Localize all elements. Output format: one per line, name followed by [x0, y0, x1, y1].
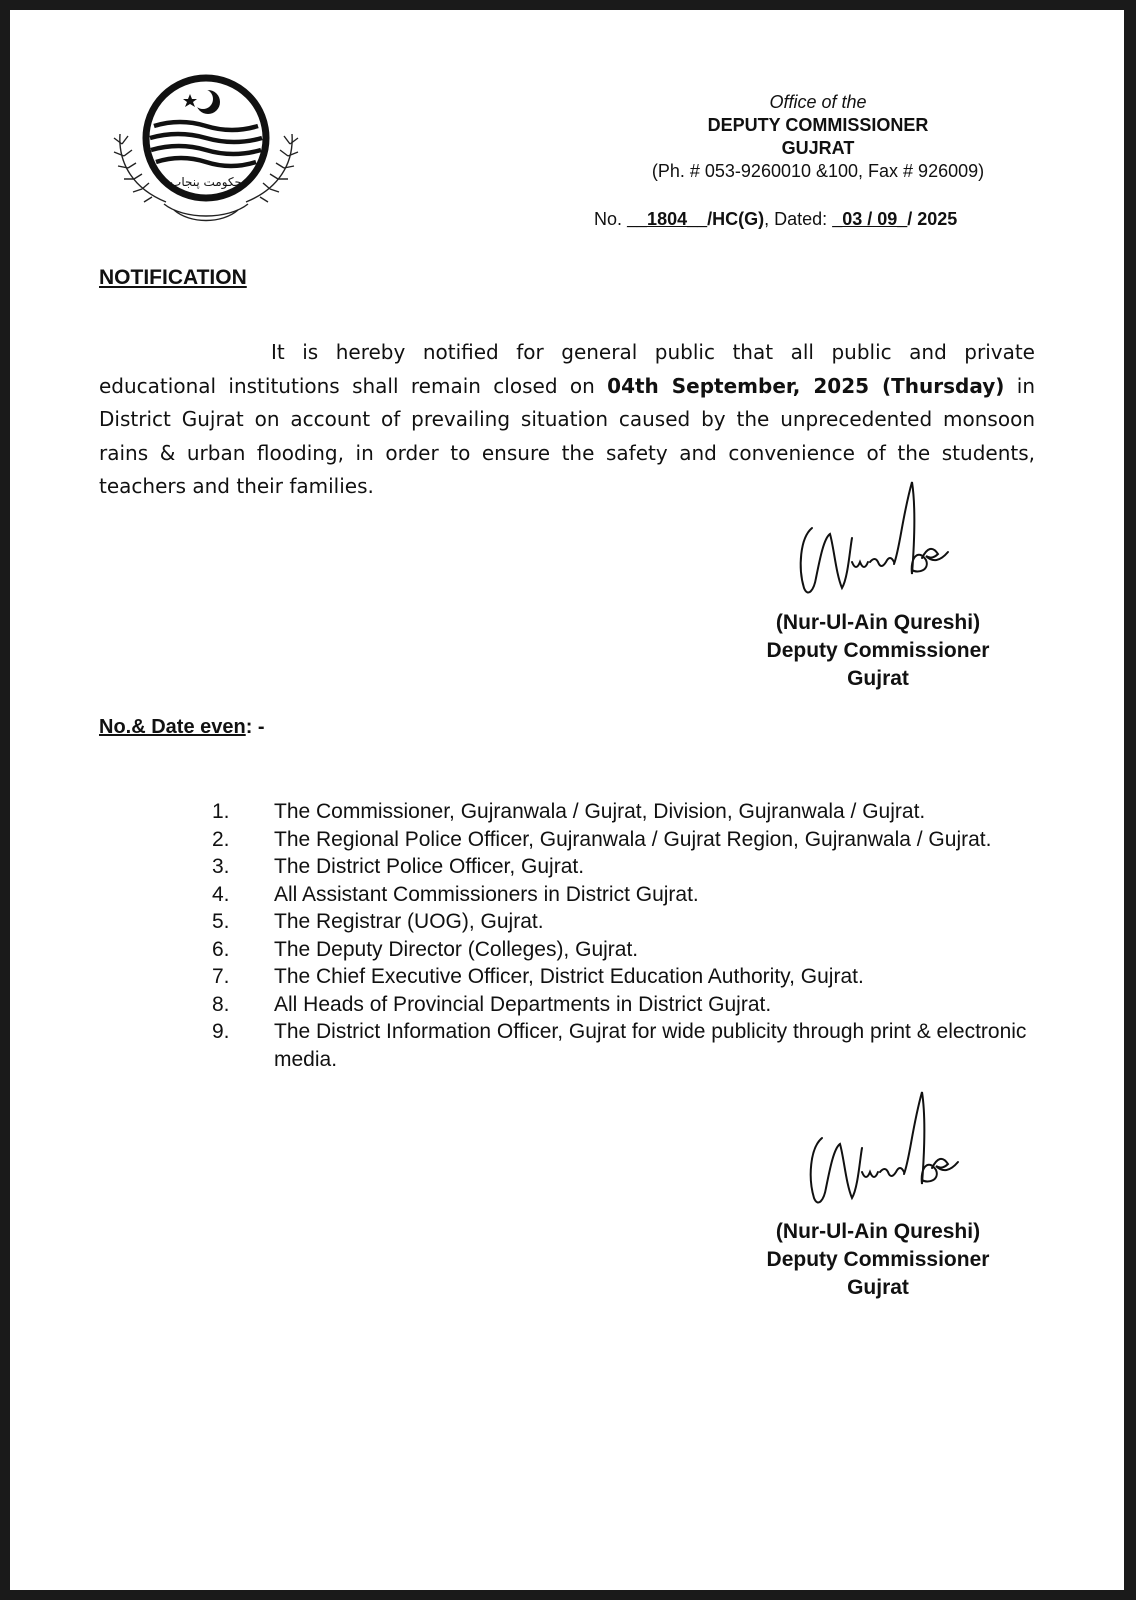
list-item-number: 7.	[212, 965, 230, 988]
signature-image-2	[800, 1088, 980, 1218]
list-item-number: 9.	[212, 1020, 230, 1043]
list-item	[210, 826, 1040, 854]
reference-number: __1804__	[627, 209, 708, 229]
list-item	[210, 936, 1040, 964]
list-item	[210, 853, 1040, 881]
office-title: DEPUTY COMMISSIONER	[707, 115, 929, 135]
office-contact: (Ph. # 053-9260010 &100, Fax # 926009)	[651, 161, 985, 181]
notification-heading: NOTIFICATION	[99, 266, 247, 289]
reference-date: _03 / 09_	[832, 209, 908, 229]
reference-dated-label: , Dated:	[764, 209, 828, 229]
emblem-text: حکومت پنجاب	[170, 175, 242, 189]
list-item-text: All Heads of Provincial Departments in District Gujrat.	[274, 992, 772, 1016]
list-item-text: All Assistant Commissioners in District Gujrat.	[274, 882, 699, 906]
list-item	[210, 798, 1040, 826]
signature-block-2	[733, 1218, 1023, 1302]
office-header	[600, 91, 1036, 183]
signatory-name: (Nur-Ul-Ain Qureshi)	[775, 1220, 981, 1243]
list-item-text: The Chief Executive Officer, District Education Authority, Gujrat.	[274, 965, 864, 988]
list-item	[210, 1018, 1040, 1073]
signatory-name: (Nur-Ul-Ain Qureshi)	[775, 611, 981, 634]
reference-no-label: No.	[594, 209, 623, 229]
list-item	[210, 963, 1040, 991]
signature-block-1	[733, 609, 1023, 693]
distribution-heading-suffix: : -	[245, 716, 265, 738]
punjab-emblem-logo	[104, 74, 308, 234]
distribution-heading-text: No.& Date even	[99, 716, 246, 738]
list-item-number: 3.	[212, 855, 230, 878]
list-item-text: The District Information Officer, Gujrat for wide publicity through print & electronic media.	[274, 1020, 1027, 1071]
signatory-district: Gujrat	[847, 667, 909, 690]
list-item-text: The Registrar (UOG), Gujrat.	[274, 910, 544, 933]
list-item-number: 5.	[212, 910, 230, 933]
office-district: GUJRAT	[781, 138, 855, 158]
signatory-district: Gujrat	[847, 1276, 909, 1299]
list-item	[210, 991, 1040, 1019]
notification-text-before: It is hereby notified for general public that all public and private educational institutions shall remain closed on	[99, 340, 1035, 398]
signature-image-1	[790, 478, 970, 608]
notification-text-bold: 04th September, 2025 (Thursday)	[607, 373, 1005, 398]
list-item-text: The Commissioner, Gujranwala / Gujrat, Division, Gujranwala / Gujrat.	[274, 800, 926, 823]
reference-code: /HC(G)	[707, 209, 765, 229]
reference-year: / 2025	[907, 209, 958, 229]
list-item-number: 2.	[212, 827, 230, 851]
list-item-text: The Deputy Director (Colleges), Gujrat.	[274, 937, 639, 961]
list-item-number: 8.	[212, 992, 230, 1016]
list-item-text: The Regional Police Officer, Gujranwala / Gujrat Region, Gujranwala / Gujrat.	[274, 827, 992, 851]
list-item-text: The District Police Officer, Gujrat.	[274, 855, 585, 878]
signatory-designation: Deputy Commissioner	[766, 1248, 990, 1271]
office-of-text: Office of the	[769, 92, 867, 112]
list-item	[210, 908, 1040, 936]
list-item	[210, 881, 1040, 909]
list-item-number: 6.	[212, 937, 230, 961]
signatory-designation: Deputy Commissioner	[766, 639, 990, 662]
list-item-number: 1.	[212, 800, 230, 823]
distribution-list	[210, 798, 1040, 1073]
list-item-number: 4.	[212, 882, 230, 906]
notification-text-after: in District Gujrat on account of prevailing situation caused by the unprecedented monsoon rains & urban flooding, in order to ensure the safety and convenience of the students, teachers and their families.	[99, 373, 1035, 498]
reference-line	[594, 209, 957, 230]
distribution-heading	[99, 716, 265, 739]
